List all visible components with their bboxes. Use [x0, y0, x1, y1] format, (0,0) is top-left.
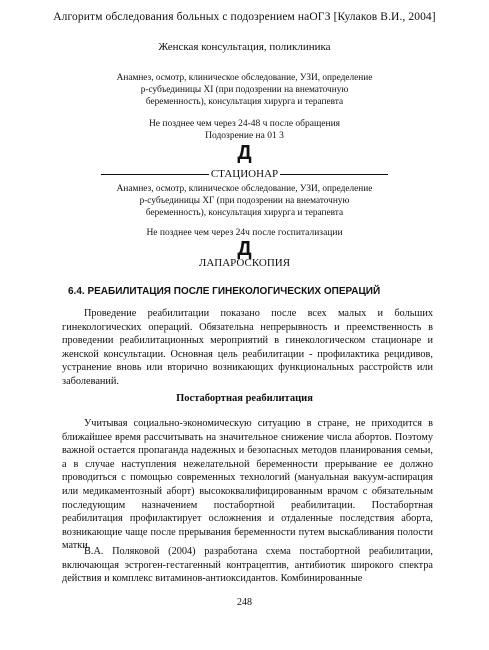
- flow-level-2-description: [0, 183, 489, 219]
- left-rule: [101, 174, 209, 175]
- flow-line: беременность), консультация хирурга и терапевта: [145, 97, 344, 107]
- subheading: Постабортная реабилитация: [176, 393, 313, 404]
- body-paragraph: Учитывая социально-экономическую ситуацию в стране, не приходится в ближайшее время рассчитывать на значительное снижение числа абортов. Поэтому важной остается пропаганда надежных и безопасных методов планирования семьи, а в случае наступления нежелательной беременности прерывание ее должно проводиться с помощью современных технологий (мануальная вакуум-аспирация или медикаментозный аборт) высококвалифицированным врачом с обязательным последующим назначением постабортной реабилитации. Постабортная реабилитация профилактирует осложнения и отдаленные последствия аборта, возникающие чаще после прерывания беременности путем выскабливания полости матки.: [62, 418, 433, 552]
- flow-line: беременность), консультация хирурга и терапевта: [145, 208, 344, 218]
- flow-level-1-title: Женская консультация, поликлиника: [158, 41, 331, 53]
- right-rule: [280, 174, 388, 175]
- page-number: 248: [237, 597, 252, 608]
- flow-timing-1: [0, 118, 489, 142]
- stationar-label: СТАЦИОНАР: [210, 168, 279, 180]
- flow-timing-2: Не позднее чем через 24ч после госпитализации: [146, 228, 343, 238]
- flow-line: Анамнез, осмотр, клиническое обследование, УЗИ, определение: [116, 73, 373, 83]
- section-heading: 6.4. РЕАБИЛИТАЦИЯ ПОСЛЕ ГИНЕКОЛОГИЧЕСКИХ ОПЕРАЦИЙ: [68, 286, 381, 297]
- intro-paragraph: Проведение реабилитации показано после всех малых и больших гинекологических операций. Обязательна непрерывность и преемственность в проведении реабилитационных мероприятий в гинекологическом стационаре и женской консультации. Основная цель реабилитации - профилактика рецидивов, устранение вновь или вторично возникающих функциональных расстройств или заболеваний.: [62, 308, 433, 387]
- running-header: Алгоритм обследования больных с подозрением наОГЗ [Кулаков В.И., 2004]: [53, 11, 436, 23]
- flow-line: Не позднее чем через 24-48 ч после обращения: [148, 119, 341, 129]
- down-arrow-icon: Д: [237, 142, 252, 164]
- flow-level-3-title: ЛАПАРОСКОПИЯ: [198, 257, 291, 269]
- down-arrow-icon: Д: [237, 238, 252, 260]
- flow-line: р-субъединицы XI (при подозрении на внематочную: [140, 85, 349, 95]
- body-paragraph: В.А. Поляковой (2004) разработана схема постабортной реабилитации, включающая эстроген-гестагенный контрацептив, антибиотик широкого спектра действия и комплекс витаминов-антиоксидантов. Комбинированные: [62, 546, 433, 585]
- flow-line: р-субъединицы ХГ (при подозрении на внематочную: [139, 196, 350, 206]
- flow-level-2-title: [0, 168, 489, 180]
- flow-line: Анамнез, осмотр, клиническое обследование, УЗИ, определение: [116, 184, 373, 194]
- flow-line: Подозрение на 01 3: [205, 131, 284, 141]
- flow-level-1-description: [0, 72, 489, 108]
